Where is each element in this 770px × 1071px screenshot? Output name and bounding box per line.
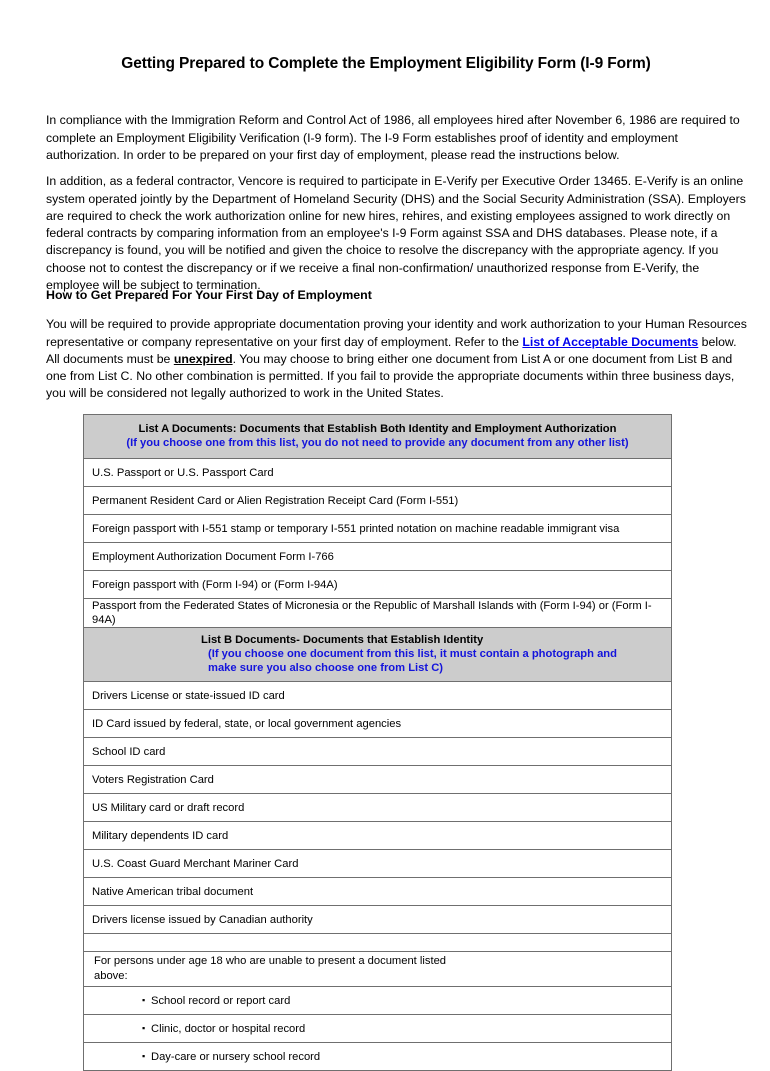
list-a-item-1: Permanent Resident Card or Alien Registration Receipt Card (Form I-551) (84, 487, 672, 515)
list-b-item-8: Drivers license issued by Canadian authority (84, 906, 672, 934)
under-18-item-2-label: Day-care or nursery school record (151, 1050, 321, 1063)
list-b-item-0: Drivers License or state-issued ID card (84, 682, 672, 710)
list-of-acceptable-documents-link[interactable]: List of Acceptable Documents (522, 334, 699, 349)
list-a-item-3: Employment Authorization Document Form I-766 (84, 543, 672, 571)
list-a-item-4: Foreign passport with (Form I-94) or (Form I-94A) (84, 571, 672, 599)
table-header-row-list-b (84, 628, 672, 682)
paragraph-documentation-text-3: . You may choose to bring either one document from List A or one document from List B and one from List C. No other combination is permitted. If you fail to provide the appropriate documents within three business days, you will be considered not legally authorized to work in the United States. (46, 351, 735, 401)
under-18-item-0 (84, 987, 672, 1015)
list-a-item-2: Foreign passport with I-551 stamp or temporary I-551 printed notation on machine readable immigrant visa (84, 515, 672, 543)
unexpired-emphasis: unexpired (173, 351, 233, 366)
list-a-item-5: Passport from the Federated States of Micronesia or the Republic of Marshall Islands with (Form I-94) or (Form I-94A) (84, 599, 672, 628)
list-b-header-subtitle-line-1: (If you choose one document from this list, it must contain a photograph and (208, 648, 617, 660)
paragraph-documentation (46, 316, 752, 402)
list-a-header-subtitle: (If you choose one from this list, you do not need to provide any document from any other list) (126, 437, 629, 449)
list-a-header-title: List A Documents: Documents that Establish Both Identity and Employment Authorization (138, 423, 617, 435)
table-row (84, 1015, 672, 1043)
table-row (84, 766, 672, 794)
under-18-note-cell (84, 952, 672, 987)
under-18-item-1 (84, 1015, 672, 1043)
table-row (84, 934, 672, 952)
under-18-note-line-2: above: (94, 970, 128, 982)
table-header-row-list-a (84, 415, 672, 459)
paragraph-documentation-text-2: below. All documents must be (46, 334, 737, 366)
list-b-header-cell (84, 628, 672, 682)
table-row (84, 794, 672, 822)
table-row (84, 459, 672, 487)
section-heading-how-to-get-prepared: How to Get Prepared For Your First Day of Employment (46, 288, 372, 302)
table-row (84, 515, 672, 543)
square-bullet-icon: ▪ (142, 1022, 146, 1033)
table-row (84, 878, 672, 906)
under-18-item-2 (84, 1043, 672, 1071)
table-row (84, 850, 672, 878)
list-a-header-cell (84, 415, 672, 459)
list-a-item-0: U.S. Passport or U.S. Passport Card (84, 459, 672, 487)
paragraph-compliance: In compliance with the Immigration Reform and Control Act of 1986, all employees hired after November 6, 1986 are required to complete an Employment Eligibility Verification (I-9 form). The I-9 Form establishes proof of identity and employment authorization. In order to be prepared on your first day of employment, please read the instructions below. (46, 113, 740, 162)
list-b-item-3: Voters Registration Card (84, 766, 672, 794)
under-18-note-line-1: For persons under age 18 who are unable to present a document listed (94, 955, 447, 967)
acceptable-documents-table (83, 414, 672, 1071)
list-b-item-7: Native American tribal document (84, 878, 672, 906)
paragraph-documentation-text-1: You will be required to provide appropriate documentation proving your identity and work authorization to your Human Resources representative or company representative on your first day of employment. Refer to the (46, 317, 747, 349)
table-row (84, 822, 672, 850)
spacer-row-cell (84, 934, 672, 952)
under-18-item-1-label: Clinic, doctor or hospital record (151, 1022, 306, 1035)
list-b-item-5: Military dependents ID card (84, 822, 672, 850)
table-row (84, 682, 672, 710)
list-b-item-6: U.S. Coast Guard Merchant Mariner Card (84, 850, 672, 878)
table-row (84, 599, 672, 628)
square-bullet-icon: ▪ (142, 1050, 146, 1061)
paragraph-everify: In addition, as a federal contractor, Vencore is required to participate in E-Verify per Executive Order 13465. E-Verify is an online system operated jointly by the Department of Homeland Security (DHS) and the Social Security Administration (SSA). Employers are required to check the work authorization online for new hires, rehires, and existing employees assigned to work directly on federal contracts by comparing information from an employee's I-9 Form against SSA and DHS databases. Please note, if a discrepancy is found, you will be notified and given the choice to resolve the discrepancy with the appropriate agency. If you choose not to contest the discrepancy or if we receive a final non-confirmation/ unauthorized response from E-Verify, the employee will be subject to termination. (46, 174, 746, 293)
under-18-item-0-label: School record or report card (151, 994, 291, 1007)
list-b-header-title: List B Documents- Documents that Establish Identity (201, 634, 484, 646)
table-row (84, 710, 672, 738)
list-b-item-2: School ID card (84, 738, 672, 766)
square-bullet-icon: ▪ (142, 994, 146, 1005)
page-title: Getting Prepared to Complete the Employment Eligibility Form (I-9 Form) (121, 55, 651, 73)
table-row (84, 738, 672, 766)
table-row (84, 543, 672, 571)
table-row (84, 487, 672, 515)
list-b-item-1: ID Card issued by federal, state, or local government agencies (84, 710, 672, 738)
table-row (84, 987, 672, 1015)
table-row (84, 906, 672, 934)
list-b-item-4: US Military card or draft record (84, 794, 672, 822)
table-row (84, 571, 672, 599)
list-b-header-subtitle-line-2: make sure you also choose one from List C) (208, 662, 443, 674)
table-row (84, 952, 672, 987)
table-row (84, 1043, 672, 1071)
